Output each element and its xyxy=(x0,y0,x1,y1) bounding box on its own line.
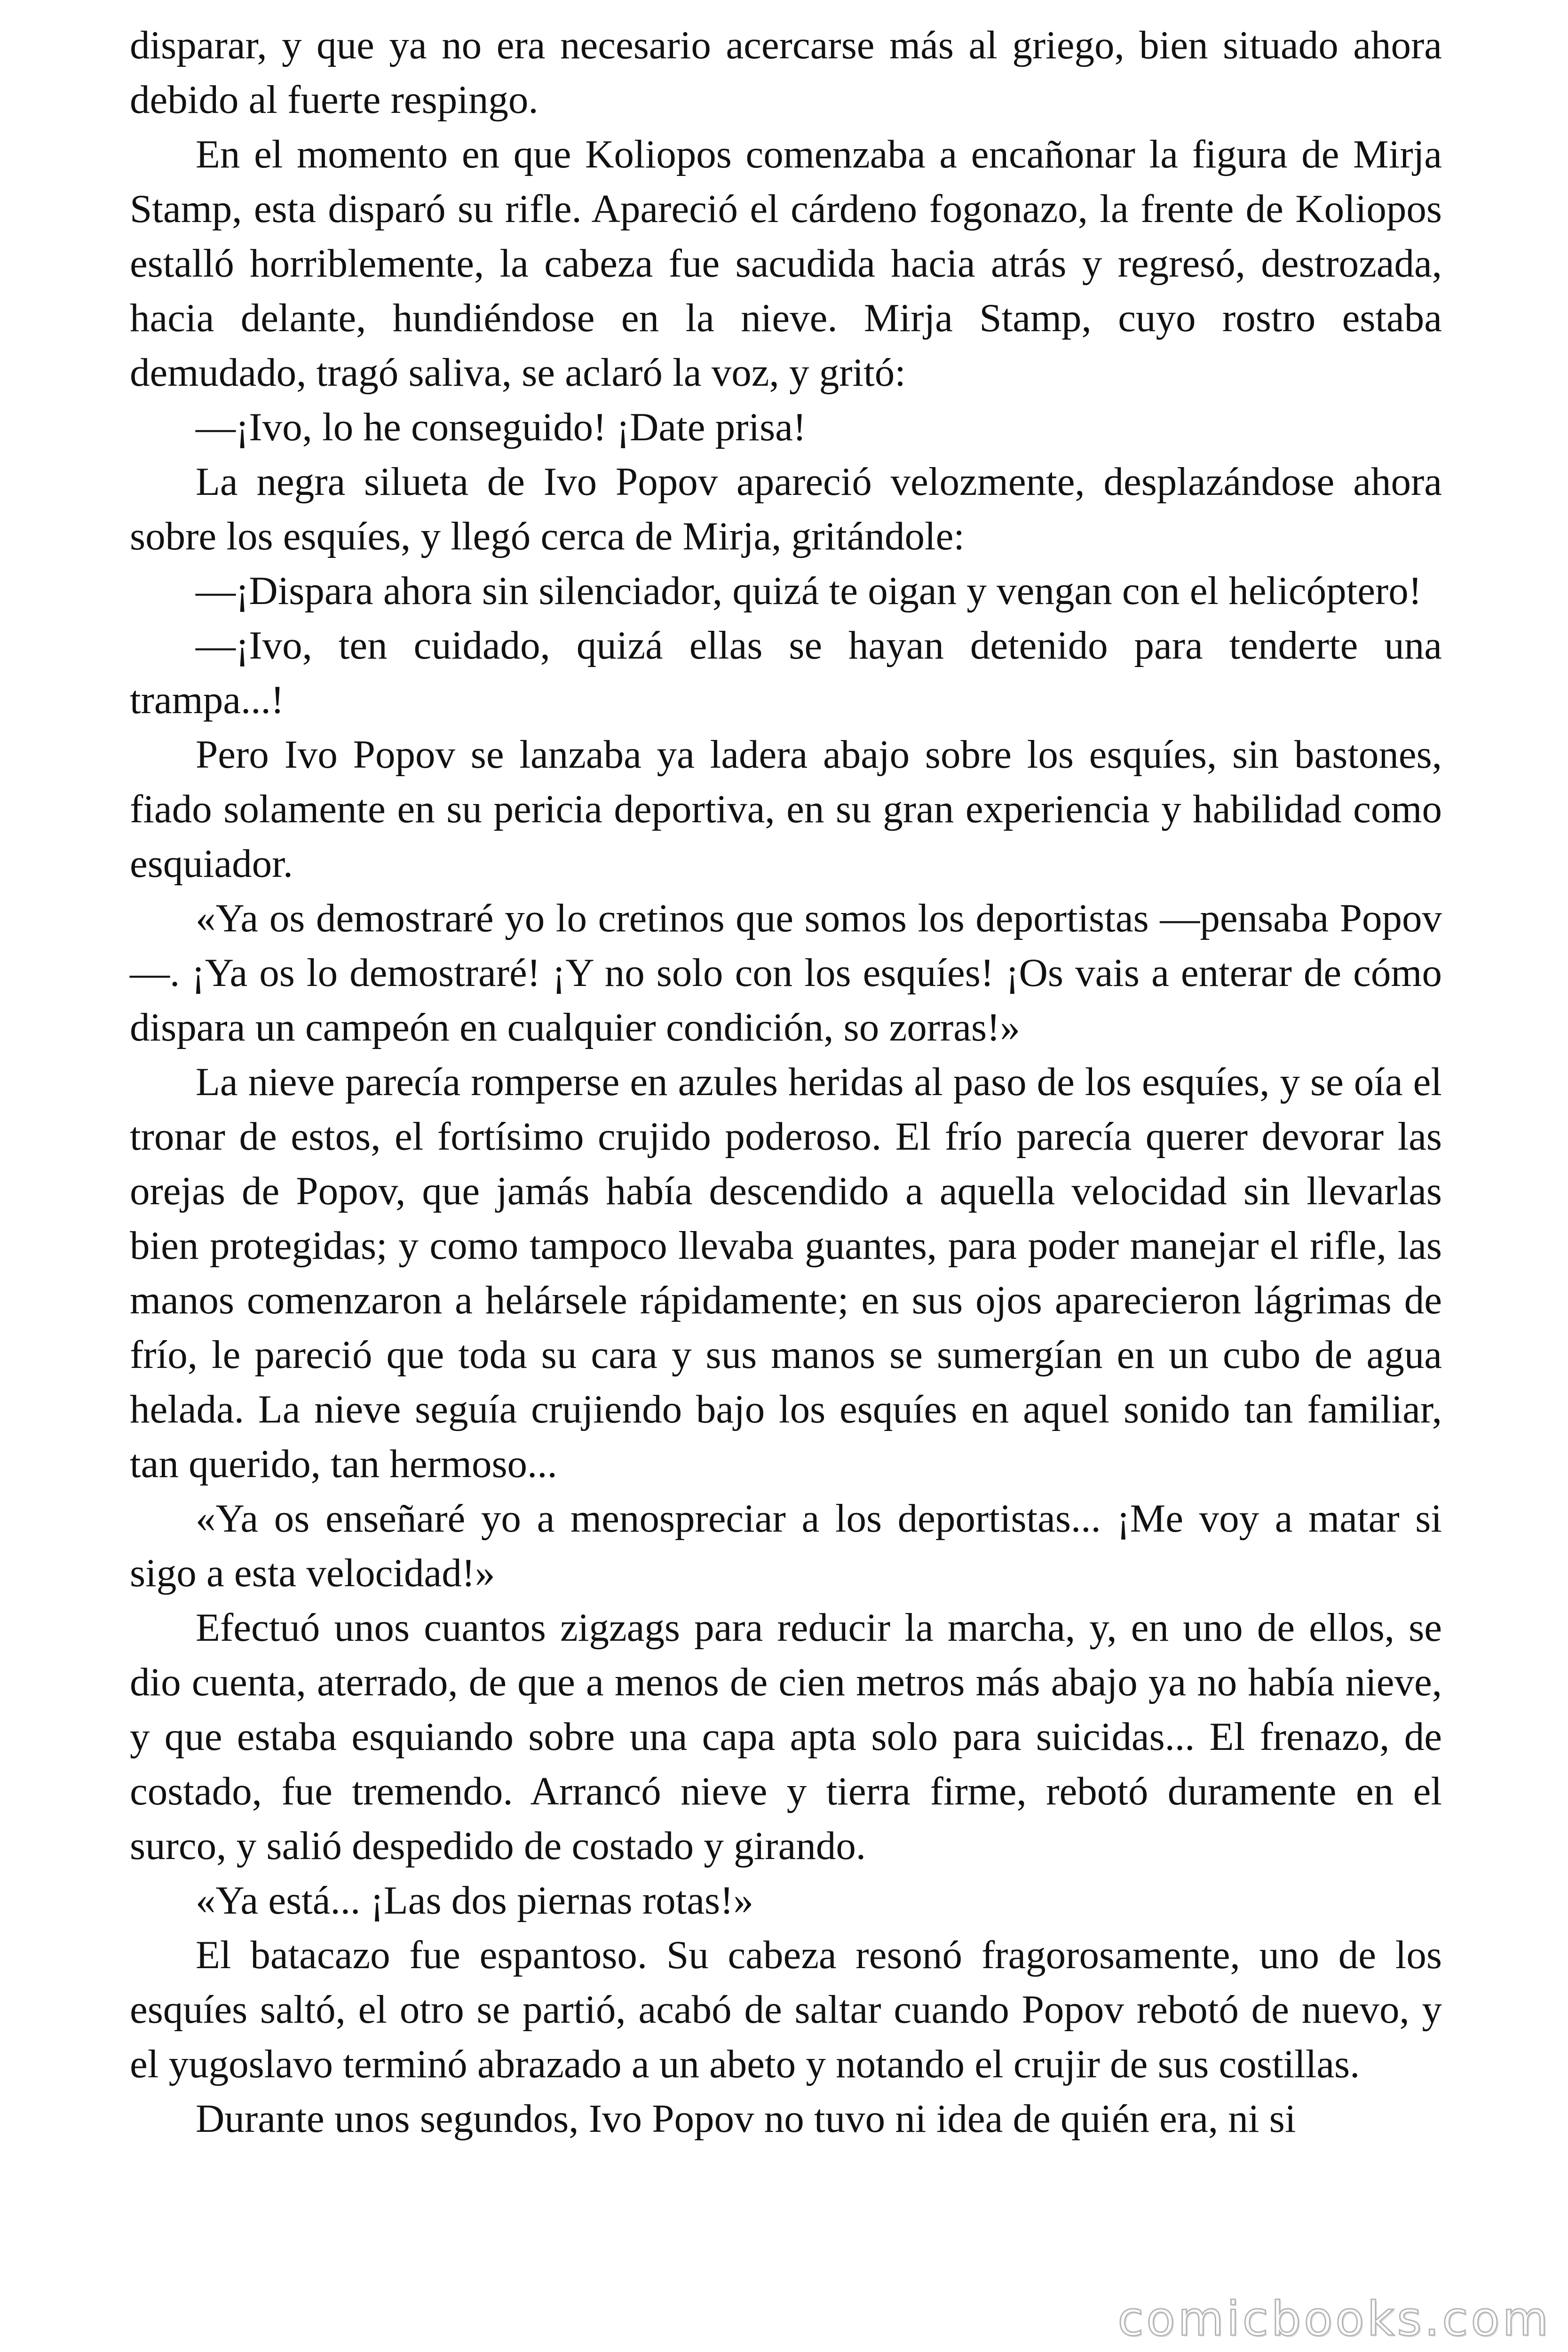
paragraph: Efectuó unos cuantos zigzags para reducir la marcha, y, en uno de ellos, se dio cuenta, aterrado, de que a menos de cien metros más abajo ya no había nieve, y que estaba esquiando sobre una capa apta solo para suicidas... El frenazo, de costado, fue tremendo. Arrancó nieve y tierra firme, rebotó duramente en el surco, y salió despedido de costado y girando. xyxy=(130,1605,1442,1868)
paragraph: Durante unos segundos, Ivo Popov no tuvo ni idea de quién era, ni si xyxy=(196,2097,1296,2141)
page-body xyxy=(130,18,1442,2146)
paragraph: disparar, y que ya no era necesario acercarse más al griego, bien situado ahora debido al fuerte respingo. xyxy=(130,23,1442,122)
paragraph: La negra silueta de Ivo Popov apareció velozmente, desplazándose ahora sobre los esquíes, y llegó cerca de Mirja, gritándole: xyxy=(130,460,1442,558)
paragraph: —¡Ivo, lo he conseguido! ¡Date prisa! xyxy=(196,405,807,449)
watermark: comicbooks.com xyxy=(1117,2291,1551,2346)
paragraph: «Ya está... ¡Las dos piernas rotas!» xyxy=(196,1878,753,1923)
paragraph: En el momento en que Koliopos comenzaba a encañonar la figura de Mirja Stamp, esta disparó su rifle. Apareció el cárdeno fogonazo, la frente de Koliopos estalló horriblemente, la cabeza fue sacudida hacia atrás y regresó, destrozada, hacia delante, hundiéndose en la nieve. Mirja Stamp, cuyo rostro estaba demudado, tragó saliva, se aclaró la voz, y gritó: xyxy=(130,132,1442,395)
paragraph: La nieve parecía romperse en azules heridas al paso de los esquíes, y se oía el tronar de estos, el fortísimo crujido poderoso. El frío parecía querer devorar las orejas de Popov, que jamás había descendido a aquella velocidad sin llevarlas bien protegidas; y como tampoco llevaba guantes, para poder manejar el rifle, las manos comenzaron a helársele rápidamente; en sus ojos aparecieron lágrimas de frío, le pareció que toda su cara y sus manos se sumergían en un cubo de agua helada. La nieve seguía crujiendo bajo los esquíes en aquel sonido tan familiar, tan querido, tan hermoso... xyxy=(130,1060,1442,1486)
paragraph: Pero Ivo Popov se lanzaba ya ladera abajo sobre los esquíes, sin bastones, fiado solamente en su pericia deportiva, en su gran experiencia y habilidad como esquiador. xyxy=(130,732,1442,886)
paragraph: «Ya os demostraré yo lo cretinos que somos los deportistas —pensaba Popov—. ¡Ya os lo demostraré! ¡Y no solo con los esquíes! ¡Os vais a enterar de cómo dispara un campeón en cualquier condición, so zorras!» xyxy=(130,896,1442,1049)
paragraph: El batacazo fue espantoso. Su cabeza resonó fragorosamente, uno de los esquíes saltó, el otro se partió, acabó de saltar cuando Popov rebotó de nuevo, y el yugoslavo terminó abrazado a un abeto y notando el crujir de sus costillas. xyxy=(130,1933,1442,2086)
paragraph: «Ya os enseñaré yo a menospreciar a los deportistas... ¡Me voy a matar si sigo a esta velocidad!» xyxy=(130,1496,1442,1595)
paragraph: —¡Dispara ahora sin silenciador, quizá te oigan y vengan con el helicóptero! xyxy=(196,569,1422,613)
paragraph: —¡Ivo, ten cuidado, quizá ellas se hayan detenido para tenderte una trampa...! xyxy=(130,623,1442,722)
